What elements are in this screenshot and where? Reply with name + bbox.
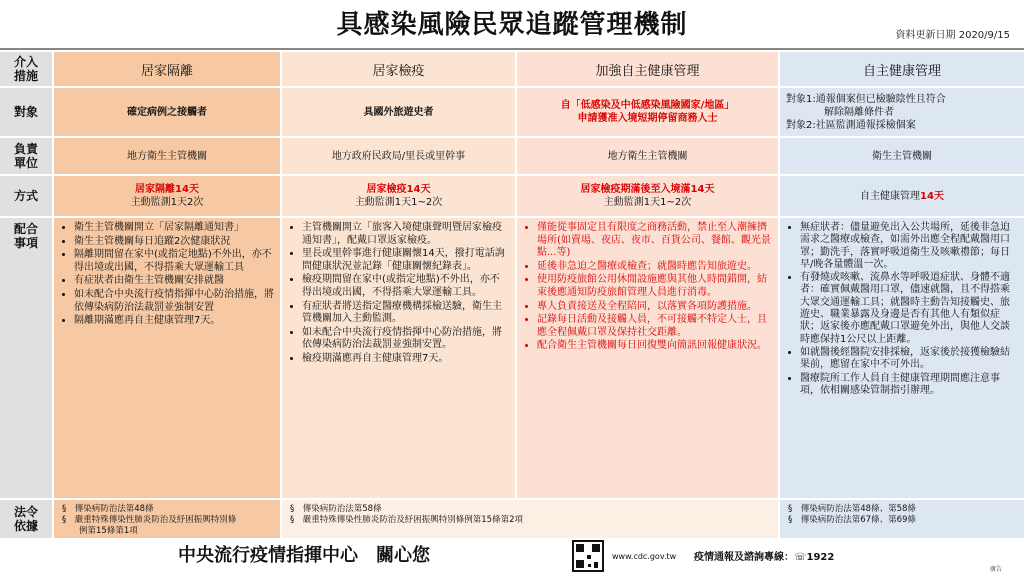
match-quarantine-list (282, 218, 515, 366)
row-label-target: 對象 (0, 88, 52, 136)
method-self-health-prefix: 自主健康管理 (860, 190, 921, 202)
law-line: § 傳染病防治法第67條、第69條 (788, 515, 916, 525)
row-label-law: 法令 依據 (0, 500, 52, 538)
list-item: • 里長或里幹事進行健康關懷14天，撥打電話詢問健康狀況並記錄「健康關懷紀錄表」。 (302, 248, 509, 273)
law-self-health (780, 500, 1024, 538)
target-enhanced (517, 88, 778, 136)
list-item: • 衛生主管機關開立「居家隔離通知書」 (74, 222, 274, 235)
method-quarantine-monitor: 主動監測1天1~2次 (354, 197, 443, 208)
match-isolation (54, 218, 280, 498)
method-quarantine-days: 居家檢疫14天 (366, 184, 431, 195)
list-item: • 隔離期滿應再自主健康管理7天。 (74, 315, 274, 328)
method-isolation (54, 176, 280, 216)
col-header-isolation: 居家隔離 (54, 52, 280, 86)
list-item: • 隔離期間留在家中(或指定地點)不外出，亦不得出境或出國，不得搭乘大眾運輸工具 (74, 249, 274, 274)
method-enhanced (517, 176, 778, 216)
method-enhanced-days: 居家檢疫期滿後至入境滿14天 (580, 184, 715, 195)
list-item: • 主管機關開立「旅客入境健康聲明暨居家檢疫通知書」，配戴口罩返家檢疫。 (302, 222, 509, 247)
method-self-health-days: 14天 (920, 190, 944, 202)
corner-header: 介入 措施 (0, 52, 52, 86)
method-isolation-monitor: 主動監測1天2次 (130, 197, 204, 208)
law-line: § 傳染病防治法第58條 (290, 504, 382, 514)
list-item: • 檢疫期間留在家中(或指定地點)不外出，亦不得出境或出國，不得搭乘大眾運輸工具。 (302, 274, 509, 299)
unit-isolation: 地方衛生主管機關 (54, 138, 280, 174)
law-isolation (54, 500, 280, 538)
match-isolation-list (54, 218, 280, 328)
list-item: • 無症狀者：儘量避免出入公共場所，延後非急迫需求之醫療或檢查，如需外出應全程配戴醫用口罩；勤洗手，落實呼吸道衛生及咳嗽禮節；每日早/晚各量體溫一次。 (800, 222, 1018, 271)
unit-enhanced: 地方衛生主管機關 (517, 138, 778, 174)
method-isolation-days: 居家隔離14天 (135, 184, 199, 195)
row-label-match: 配合 事項 (0, 218, 52, 498)
list-item: • 如未配合中央流行疫情指揮中心防治措施，將依傳染病防治法裁罰並強制安置 (74, 289, 274, 314)
col-header-enhanced-self-health: 加強自主健康管理 (517, 52, 778, 86)
list-item: • 使用防疫旅館公用休閒設施應與其他人時間錯開，結束後應通知防疫旅館管理人員進行消毒。 (537, 274, 772, 299)
law-quarantine-enhanced (282, 500, 778, 538)
row-label-unit: 負責 單位 (0, 138, 52, 174)
unit-self-health: 衛生主管機關 (780, 138, 1024, 174)
target-self-health (780, 88, 1024, 136)
list-item: • 醫療院所工作人員自主健康管理期間應注意事項，依相關感染管制指引辦理。 (800, 373, 1018, 398)
target-enhanced-line1: 自「低感染及中低感染風險國家/地區」 (560, 100, 735, 111)
law-line: 例第15條第1項 (62, 526, 138, 536)
law-line: § 嚴重特殊傳染性肺炎防治及紓困振興特別條例第15條第2項 (290, 515, 523, 525)
method-self-health (780, 176, 1024, 216)
list-item: • 延後非急迫之醫療或檢查；就醫時應告知旅遊史。 (537, 261, 772, 274)
list-item: • 有症狀者由衛生主管機關安排就醫 (74, 275, 274, 288)
method-quarantine (282, 176, 515, 216)
match-self-health (780, 218, 1024, 498)
list-item: • 配合衛生主管機關每日回復雙向簡訊回報健康狀況。 (537, 340, 772, 353)
page-title: 具感染風險民眾追蹤管理機制 (336, 10, 688, 40)
website-link[interactable]: www.cdc.gov.tw (612, 552, 677, 561)
match-quarantine (282, 218, 515, 498)
list-item: • 如就醫後經醫院安排採檢，返家後於接獲檢驗結果前，應留在家中不可外出。 (800, 347, 1018, 372)
target-quarantine: 具國外旅遊史者 (282, 88, 515, 136)
footer-slogan: 中央流行疫情指揮中心 關心您 (178, 545, 430, 566)
law-line: § 傳染病防治法第48條 (62, 504, 154, 514)
match-enhanced (517, 218, 778, 498)
target-self-health-line3: 對象2:社區監測通報採檢個案 (786, 119, 916, 131)
match-enhanced-list (517, 218, 778, 353)
list-item: • 有發燒或咳嗽、流鼻水等呼吸道症狀、身體不適者：確實佩戴醫用口罩，儘速就醫，且不得搭乘大眾交通運輸工具；就醫時主動告知接觸史、旅遊史、職業暴露及身邊是否有其他人有類似症狀；返家後亦應配戴口罩避免外出，與他人交談時應保持1公尺以上距離。 (800, 272, 1018, 346)
list-item: • 專人負責接送及全程陪同，以落實各項防護措施。 (537, 301, 772, 314)
hotline-text: 疫情通報及諮詢專線：☏1922 (694, 552, 835, 563)
target-isolation: 確定病例之接觸者 (54, 88, 280, 136)
list-item: • 記錄每日活動及接觸人員，不可接觸不特定人士，且應全程佩戴口罩及保持社交距離。 (537, 314, 772, 339)
match-self-health-list (780, 218, 1024, 397)
list-item: • 僅能從事固定且有限度之商務活動，禁止至人潮擁擠場所(如賣場、夜店、夜市、百貨公司、餐館、觀光景點...等) (537, 222, 772, 260)
target-self-health-line2: 解除隔離條件者 (824, 106, 894, 118)
target-enhanced-line2: 申請獲准入境短期停留商務人士 (577, 113, 718, 124)
update-date: 資料更新日期 2020/9/15 (895, 30, 1010, 41)
list-item: • 檢疫期滿應再自主健康管理7天。 (302, 353, 509, 366)
row-label-method: 方式 (0, 176, 52, 216)
list-item: • 衛生主管機關每日追蹤2次健康狀況 (74, 236, 274, 249)
list-item: • 有症狀者將送指定醫療機構採檢送驗，衛生主管機關加入主動監測。 (302, 301, 509, 326)
col-header-quarantine: 居家檢疫 (282, 52, 515, 86)
ad-label: 廣告 (990, 566, 1003, 573)
law-line: § 嚴重特殊傳染性肺炎防治及紓困振興特別條 (62, 515, 237, 525)
list-item: • 如未配合中央流行疫情指揮中心防治措施，將依傳染病防治法裁罰並強制安置。 (302, 327, 509, 352)
qr-code-icon (572, 540, 604, 572)
title-divider (0, 48, 1024, 50)
col-header-self-health: 自主健康管理 (780, 52, 1024, 86)
method-enhanced-monitor: 主動監測1天1~2次 (603, 197, 692, 208)
unit-quarantine: 地方政府民政局/里長或里幹事 (282, 138, 515, 174)
target-self-health-line1: 對象1:通報個案但已檢驗陰性且符合 (786, 93, 946, 105)
law-line: § 傳染病防治法第48條、第58條 (788, 504, 916, 514)
